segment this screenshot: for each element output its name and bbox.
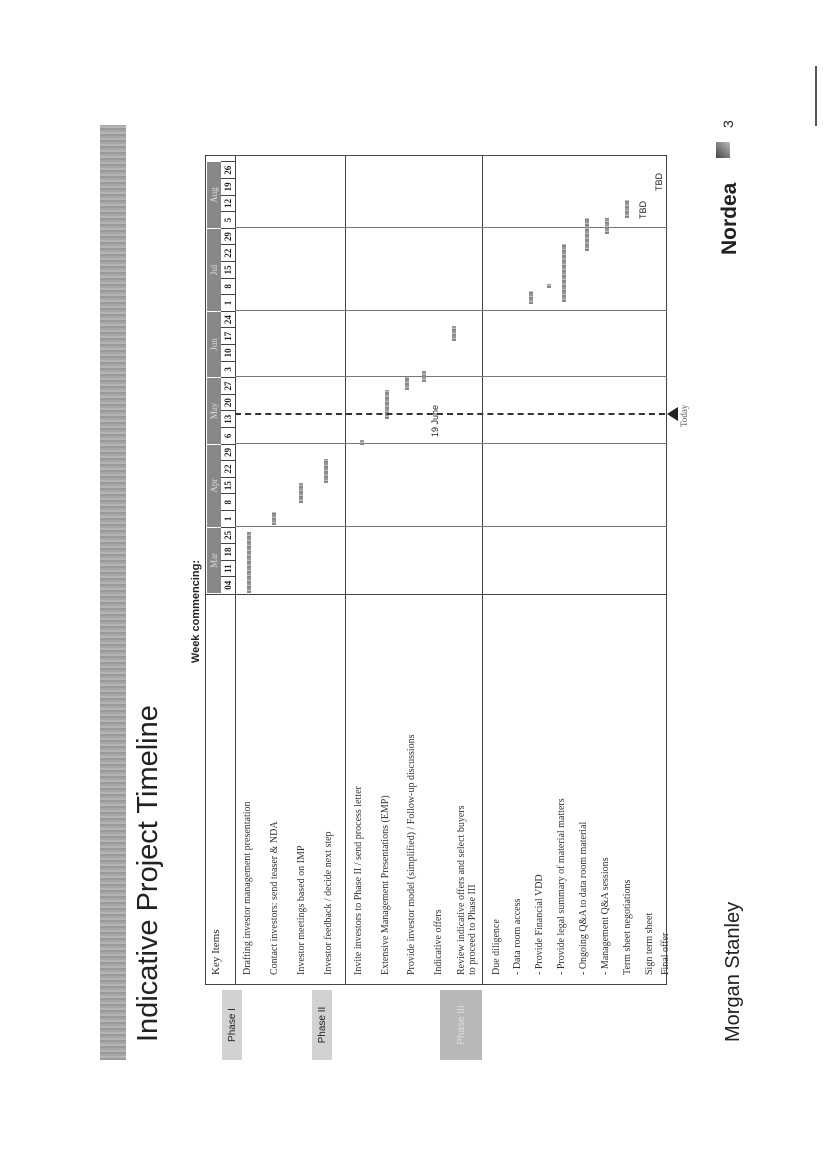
week-cell: 29 (221, 228, 235, 245)
today-label: Today (679, 404, 689, 427)
nordea-logo: Nordea (718, 182, 741, 255)
row-label: - Ongoing Q&A to data room material (578, 821, 589, 975)
month-header: Jun (207, 311, 221, 377)
week-cell: 17 (221, 327, 235, 344)
gantt-bar (299, 483, 303, 503)
phase-divider-1 (345, 155, 346, 985)
month-divider (235, 526, 667, 527)
gantt-bar (405, 377, 409, 390)
week-cell: 04 (221, 576, 235, 593)
row-label: - Data room access (512, 898, 523, 975)
week-cell: 6 (221, 427, 235, 444)
today-marker-line (235, 412, 665, 415)
row-label: Invite investors to Phase II / send process letter (353, 786, 364, 975)
gantt-bar (605, 218, 609, 235)
gantt-bar (547, 284, 551, 287)
row-label: Investor meetings based on IMP (296, 845, 307, 975)
row-label: Review indicative offers and select buyers (456, 805, 467, 975)
gantt-bar (360, 440, 364, 445)
row-label: Drafting investor management presentation (242, 801, 253, 975)
nordea-logo-icon (716, 142, 730, 158)
month-header: Apr (207, 444, 221, 527)
row-label: Term sheet negotiations (622, 879, 633, 975)
row-label: Due diligence (491, 919, 502, 975)
gantt-bar (272, 512, 276, 525)
row-label: Extensive Management Presentations (EMP) (380, 795, 391, 975)
week-cell: 5 (221, 211, 235, 228)
week-cell: 12 (221, 195, 235, 212)
row-label: Final offer (660, 932, 671, 975)
week-cell: 19 (221, 178, 235, 195)
week-cell: 1 (221, 510, 235, 527)
month-header: Mar (207, 527, 221, 593)
page-title: Indicative Project Timeline (132, 705, 164, 1042)
week-commencing-label: Week commencing: (190, 560, 202, 664)
month-header: Aug (207, 161, 221, 227)
week-cell: 3 (221, 361, 235, 378)
slide (100, 120, 744, 1060)
month-header: Jul (207, 228, 221, 311)
row-label: Provide investor model (simplified) / Follow-up discussions (406, 734, 417, 975)
week-cell: 8 (221, 278, 235, 295)
row-label: - Provide Financial VDD (534, 874, 545, 975)
week-cell: 24 (221, 311, 235, 328)
gantt-bar (247, 532, 251, 593)
morgan-stanley-logo: Morgan Stanley (722, 901, 744, 1042)
page-number: 3 (720, 120, 736, 128)
june-19-note: 19 June (430, 404, 440, 437)
row-label: Sign term sheet (644, 912, 655, 975)
phase-tab-2: Phase II (312, 990, 332, 1060)
week-cell: 8 (221, 493, 235, 510)
week-cell: 10 (221, 344, 235, 361)
tbd-sign-note: TBD (638, 201, 648, 219)
week-cell: 29 (221, 444, 235, 461)
week-cell: 22 (221, 460, 235, 477)
week-cell: 18 (221, 543, 235, 560)
gantt-bar (422, 371, 426, 383)
month-divider (235, 310, 667, 311)
gantt-bar (585, 218, 589, 251)
table-column-divider (205, 594, 667, 595)
gantt-bar (529, 291, 533, 304)
row-label: - Provide legal summary of material matters (556, 798, 567, 975)
phase-tab-1: Phase I (222, 990, 242, 1060)
gantt-bar (625, 200, 629, 218)
row-label: Contact investors: send teaser & NDA (269, 821, 280, 975)
week-cell: 26 (221, 161, 235, 178)
phase-tab-3: Phase III (440, 990, 482, 1060)
row-label: to proceed to Phase III (467, 884, 478, 975)
week-cell: 25 (221, 527, 235, 544)
week-cell: 20 (221, 394, 235, 411)
week-cell: 1 (221, 294, 235, 311)
week-cell: 22 (221, 244, 235, 261)
month-divider (235, 443, 667, 444)
gantt-bar (562, 244, 566, 302)
row-label: - Management Q&A sessions (600, 857, 611, 975)
gantt-bar (452, 326, 456, 341)
week-cell: 15 (221, 477, 235, 494)
month-header: May (207, 377, 221, 443)
title-bar (100, 125, 126, 1060)
key-items-header: Key Items (210, 929, 222, 975)
week-cell: 27 (221, 377, 235, 394)
phase-divider-2 (482, 155, 483, 985)
month-divider (235, 376, 667, 377)
today-arrow-icon (667, 407, 678, 421)
tbd-final-note: TBD (654, 173, 664, 191)
week-cell: 13 (221, 410, 235, 427)
row-label: Investor feedback / decide next step (323, 831, 334, 975)
month-divider (235, 227, 667, 228)
scan-mark (815, 66, 817, 126)
week-cell: 15 (221, 261, 235, 278)
week-cell: 11 (221, 560, 235, 577)
row-label: Indicative offers (433, 909, 444, 975)
gantt-bar (324, 459, 328, 484)
header-divider (235, 155, 236, 985)
